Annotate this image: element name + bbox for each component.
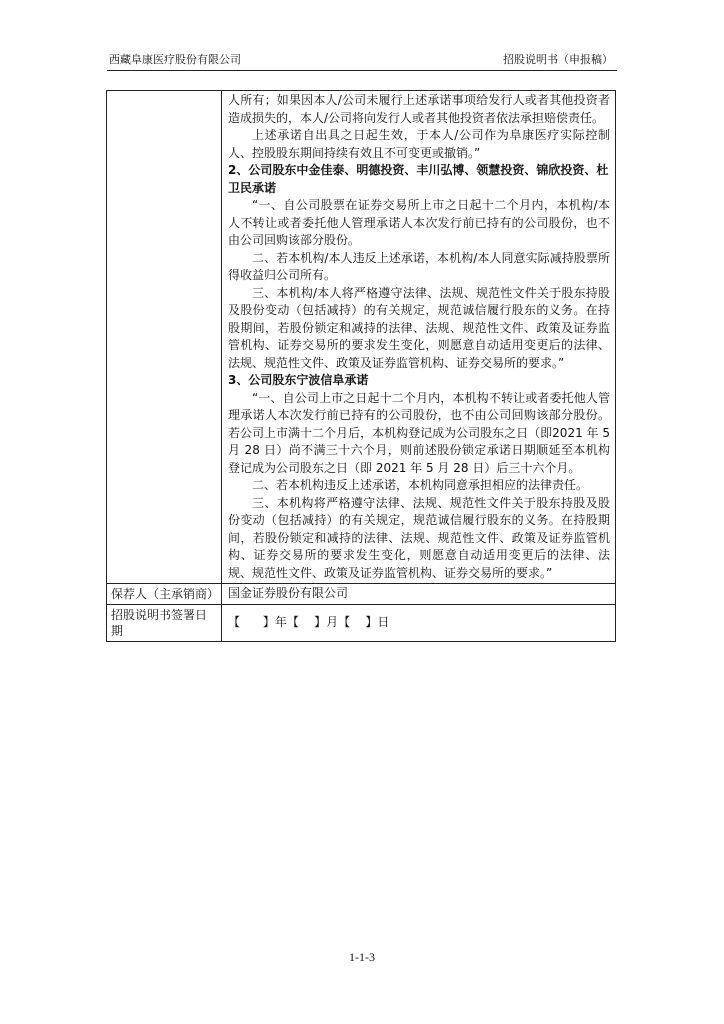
sponsor-value: 国金证券股份有限公司 — [222, 584, 616, 605]
paragraph: 三、本机构/本人将严格遵守法律、法规、规范性文件关于股东持股及股份变动（包括减持）的有关规定，规范诚信履行股东的义务。在持股期间，若股份锁定和减持的法律、法规、规范性文件、政策及证券监管机构、证券交易所的要求发生变化，则愿意自动适用变更后的法律、法规、规范性文件、政策及证券监管机构、证券交易所的要求。” — [228, 285, 610, 370]
table-row — [107, 605, 616, 642]
commitments-content-cell — [222, 91, 616, 584]
header-company-name: 西藏阜康医疗股份有限公司 — [109, 53, 241, 66]
table-row — [107, 91, 616, 584]
sponsor-label: 保荐人（主承销商） — [107, 584, 222, 605]
page-header — [107, 50, 617, 71]
paragraph: 三、本机构将严格遵守法律、法规、规范性文件关于股东持股及股份变动（包括减持）的有关规定，规范诚信履行股东的义务。在持股期间，若股份锁定和减持的法律、法规、规范性文件、政策及证券监管机构、证券交易所的要求发生变化，则愿意自动适用变更后的法律、法规、规范性文件、政策及证券监管机构、证券交易所的要求。” — [228, 495, 610, 580]
paragraph: 二、若本机构违反上述承诺，本机构同意承担相应的法律责任。 — [252, 478, 589, 492]
section-heading: 2、公司股东中金佳泰、明德投资、丰川弘博、领慧投资、锦欣投资、杜卫民承诺 — [228, 163, 609, 195]
paragraph: 二、若本机构/本人违反上述承诺，本机构/本人同意实际减持股票所得收益归公司所有。 — [228, 250, 610, 282]
paragraph: “一、自公司股票在证券交易所上市之日起十二个月内，本机构/本人不转让或者委托他人管理承诺人本次发行前已持有的公司股份，也不由公司回购该部分股份。 — [228, 198, 610, 247]
signing-date-label: 招股说明书签署日期 — [107, 605, 222, 642]
prospectus-summary-table — [106, 90, 616, 642]
paragraph: 上述承诺自出具之日起生效，于本人/公司作为阜康医疗实际控制人、控股股东期间持续有效且不可变更或撤销。” — [228, 128, 610, 160]
header-document-title: 招股说明书（申报稿） — [503, 53, 613, 66]
section-heading: 3、公司股东宁波信阜承诺 — [228, 373, 369, 387]
signing-date-value: 【 】年【 】月【 】日 — [222, 605, 616, 642]
page-number: 1-1-3 — [349, 950, 375, 964]
paragraph: 人所有；如果因本人/公司未履行上述承诺事项给发行人或者其他投资者造成损失的，本人/公司将向发行人或者其他投资者依法承担赔偿责任。 — [228, 93, 610, 125]
table-label-cell — [107, 91, 222, 584]
table-row — [107, 584, 616, 605]
paragraph: “一、自公司上市之日起十二个月内，本机构不转让或者委托他人管理承诺人本次发行前已持有的公司股份，也不由公司回购该部分股份。若公司上市满十二个月后，本机构登记成为公司股东之日（即2021 年 5 月 28 日）尚不满三十六个月，则前述股份锁定承诺日期顺延至本机构登记成为公司股东之日（即 2021 年 5 月 28 日）后三十六个月。 — [228, 390, 610, 475]
